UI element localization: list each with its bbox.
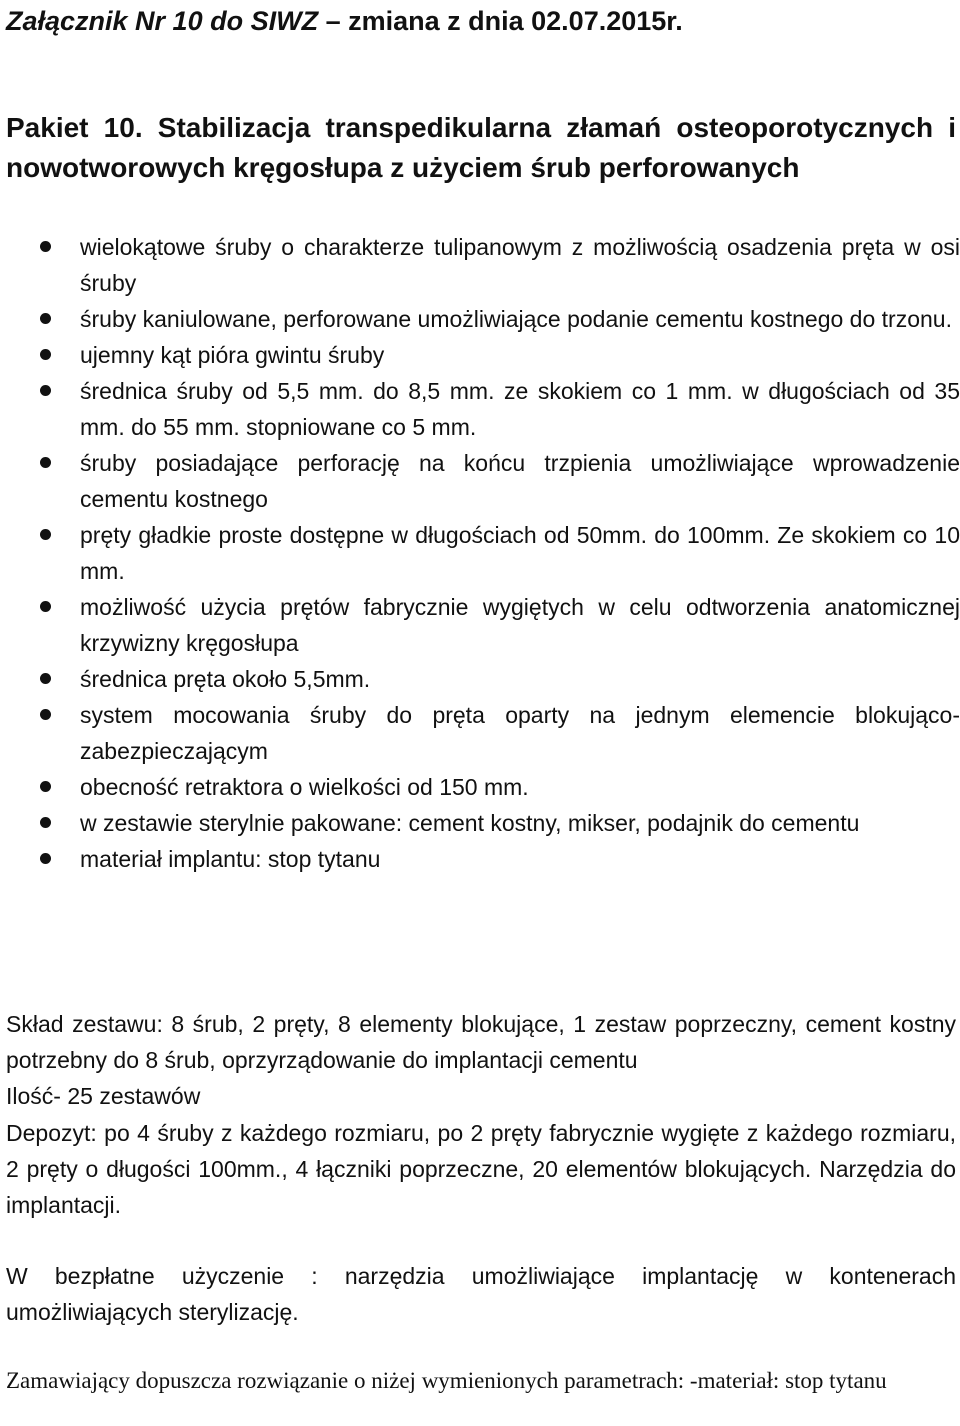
requirement-item bbox=[0, 661, 960, 697]
bullet-icon bbox=[40, 529, 51, 540]
requirement-item bbox=[0, 841, 960, 877]
document-header bbox=[6, 4, 683, 38]
footer-note: Zamawiający dopuszcza rozwiązanie o niżej wymienionych parametrach: -materiał: stop tytanu bbox=[6, 1368, 887, 1393]
bullet-icon bbox=[40, 853, 51, 864]
requirement-item bbox=[0, 697, 960, 769]
bullet-icon bbox=[40, 313, 51, 324]
attachment-label: Załącznik Nr 10 do SIWZ bbox=[6, 6, 319, 36]
requirement-text: średnica pręta około 5,5mm. bbox=[80, 666, 371, 692]
requirement-item bbox=[0, 337, 960, 373]
requirement-item bbox=[0, 301, 960, 337]
bullet-icon bbox=[40, 709, 51, 720]
bullet-icon bbox=[40, 349, 51, 360]
bullet-icon bbox=[40, 241, 51, 252]
requirement-text: ujemny kąt pióra gwintu śruby bbox=[80, 342, 385, 368]
bullet-icon bbox=[40, 457, 51, 468]
requirement-item bbox=[0, 589, 960, 661]
set-quantity: Ilość- 25 zestawów bbox=[6, 1083, 201, 1109]
bullet-icon bbox=[40, 781, 51, 792]
package-title: Pakiet 10. Stabilizacja transpedikularna złamań osteoporotycznych i nowotworowych kręgosłupa z użyciem śrub perforowanych bbox=[6, 112, 956, 183]
bullet-icon bbox=[40, 817, 51, 828]
requirement-text: system mocowania śruby do pręta oparty na jednym elemencie blokująco-zabezpieczającym bbox=[80, 702, 960, 764]
requirement-item bbox=[0, 769, 960, 805]
change-date-label: – zmiana z dnia 02.07.2015r. bbox=[318, 6, 683, 36]
requirement-text: śruby posiadające perforację na końcu trzpienia umożliwiające wprowadzenie cementu kostnego bbox=[80, 450, 960, 512]
requirement-text: w zestawie sterylnie pakowane: cement kostny, mikser, podajnik do cementu bbox=[80, 810, 860, 836]
requirement-item bbox=[0, 445, 960, 517]
requirement-item bbox=[0, 229, 960, 301]
bullet-icon bbox=[40, 673, 51, 684]
requirement-text: wielokątowe śruby o charakterze tulipanowym z możliwością osadzenia pręta w osi śruby bbox=[80, 234, 960, 296]
free-use-description: W bezpłatne użyczenie : narzędzia umożliwiające implantację w kontenerach umożliwiających sterylizację. bbox=[6, 1263, 956, 1325]
deposit-description: Depozyt: po 4 śruby z każdego rozmiaru, po 2 pręty fabrycznie wygięte z każdego rozmiaru, 2 pręty o długości 100mm., 4 łączniki poprzeczne, 20 elementów blokujących. Narzędzia do implantacji. bbox=[6, 1120, 956, 1218]
requirement-item bbox=[0, 373, 960, 445]
requirement-text: średnica śruby od 5,5 mm. do 8,5 mm. ze skokiem co 1 mm. w długościach od 35 mm. do 55 mm. stopniowane co 5 mm. bbox=[80, 378, 960, 440]
requirements-list bbox=[0, 229, 960, 877]
requirement-text: materiał implantu: stop tytanu bbox=[80, 846, 381, 872]
requirement-text: pręty gładkie proste dostępne w długościach od 50mm. do 100mm. Ze skokiem co 10 mm. bbox=[80, 522, 960, 584]
requirement-text: możliwość użycia prętów fabrycznie wygiętych w celu odtworzenia anatomicznej krzywizny kręgosłupa bbox=[80, 594, 960, 656]
requirement-text: obecność retraktora o wielkości od 150 mm. bbox=[80, 774, 529, 800]
set-composition: Skład zestawu: 8 śrub, 2 pręty, 8 elementy blokujące, 1 zestaw poprzeczny, cement kostny potrzebny do 8 śrub, oprzyrządowanie do implantacji cementu bbox=[6, 1011, 956, 1073]
requirement-item bbox=[0, 517, 960, 589]
bullet-icon bbox=[40, 601, 51, 612]
requirement-item bbox=[0, 805, 960, 841]
requirement-text: śruby kaniulowane, perforowane umożliwiające podanie cementu kostnego do trzonu. bbox=[80, 306, 952, 332]
bullet-icon bbox=[40, 385, 51, 396]
